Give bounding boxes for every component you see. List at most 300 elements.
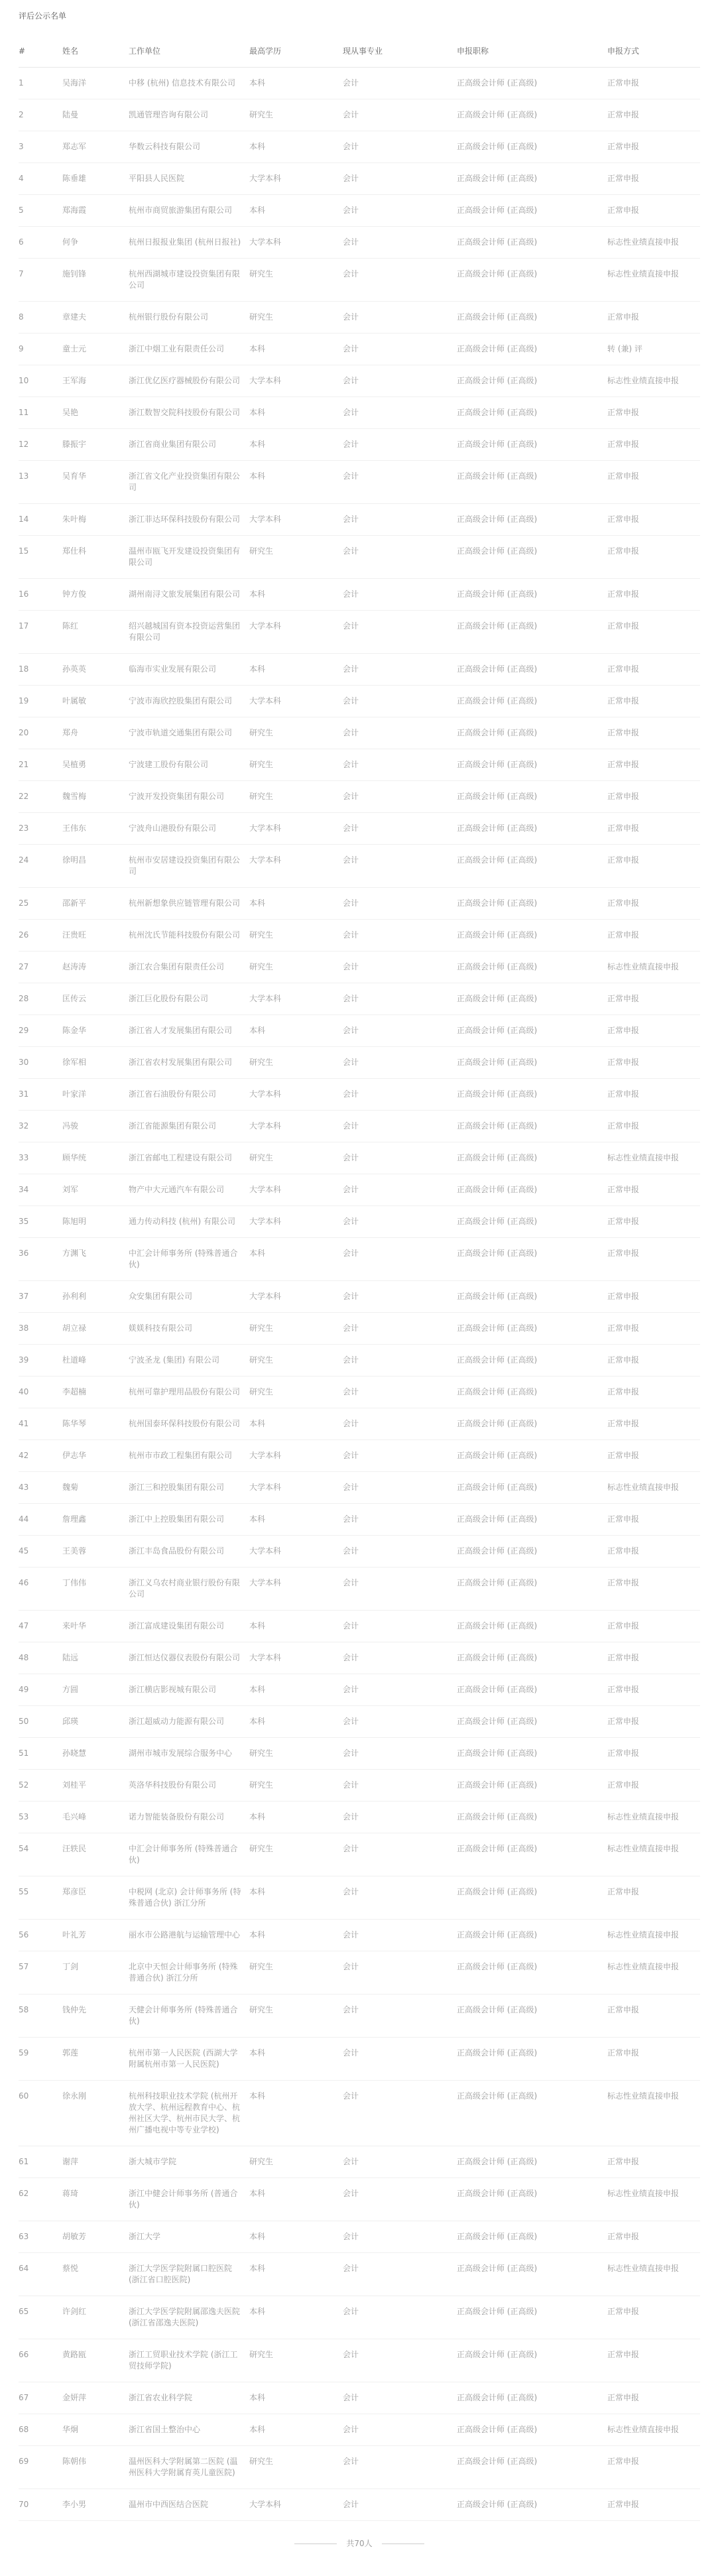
cell-unit: 中汇会计师事务所 (特殊普通合伙) [129,1833,249,1876]
cell-unit: 杭州国泰环保科技股份有限公司 [129,1408,249,1440]
table-row [19,1015,700,1047]
cell-index: 50 [19,1706,62,1738]
cell-major: 会计 [343,1536,457,1567]
cell-index: 15 [19,536,62,579]
cell-method: 正常申报 [607,1408,700,1440]
cell-major: 会计 [343,611,457,654]
cell-edu: 本科 [249,2081,343,2146]
cell-major: 会计 [343,68,457,99]
cell-name: 吴植勇 [62,749,129,781]
cell-name: 顾华统 [62,1142,129,1174]
cell-major: 会计 [343,717,457,749]
cell-index: 39 [19,1345,62,1377]
cell-title: 正高级会计师 (正高级) [457,99,607,131]
cell-edu: 大学本科 [249,504,343,536]
cell-name: 童士元 [62,334,129,365]
cell-unit: 温州市中西医结合医院 [129,2489,249,2521]
cell-title: 正高级会计师 (正高级) [457,1504,607,1536]
cell-index: 27 [19,951,62,983]
cell-major: 会计 [343,2221,457,2253]
cell-edu: 大学本科 [249,1174,343,1206]
cell-name: 郑海霞 [62,195,129,227]
table-row [19,1567,700,1611]
cell-unit: 杭州新想象供应链管理有限公司 [129,888,249,920]
cell-method: 正常申报 [607,717,700,749]
cell-name: 钟方俊 [62,579,129,611]
column-header-method: 申报方式 [607,36,700,68]
table-row [19,2146,700,2178]
cell-method: 正常申报 [607,579,700,611]
cell-index: 46 [19,1567,62,1611]
table-row [19,1111,700,1142]
cell-name: 郭莲 [62,2038,129,2081]
cell-unit: 浙江数智交院科技股份有限公司 [129,397,249,429]
cell-name: 刘军 [62,1174,129,1206]
cell-name: 陈朝伟 [62,2446,129,2489]
cell-unit: 浙江巨化股份有限公司 [129,983,249,1015]
cell-method: 正常申报 [607,2146,700,2178]
cell-title: 正高级会计师 (正高级) [457,504,607,536]
cell-index: 28 [19,983,62,1015]
cell-name: 蒋琦 [62,2178,129,2221]
cell-major: 会计 [343,429,457,461]
cell-major: 会计 [343,99,457,131]
cell-edu: 研究生 [249,2339,343,2382]
cell-index: 25 [19,888,62,920]
cell-unit: 浙江省能源集团有限公司 [129,1111,249,1142]
cell-unit: 绍兴越城国有资本投资运营集团有限公司 [129,611,249,654]
cell-title: 正高级会计师 (正高级) [457,302,607,334]
cell-name: 滕振宇 [62,429,129,461]
cell-major: 会计 [343,461,457,504]
table-row [19,1079,700,1111]
cell-edu: 研究生 [249,536,343,579]
cell-unit: 浙江大学医学院附属邵逸夫医院 (浙江省邵逸夫医院) [129,2296,249,2339]
cell-index: 48 [19,1642,62,1674]
cell-name: 詹理鑫 [62,1504,129,1536]
cell-method: 正常申报 [607,536,700,579]
cell-unit: 浙江农合集团有限责任公司 [129,951,249,983]
cell-edu: 研究生 [249,259,343,302]
cell-method: 正常申报 [607,1706,700,1738]
cell-unit: 温州市瓯飞开发建设投资集团有限公司 [129,536,249,579]
cell-name: 郑志军 [62,131,129,163]
table-row [19,131,700,163]
cell-title: 正高级会计师 (正高级) [457,1738,607,1770]
cell-edu: 大学本科 [249,365,343,397]
cell-method: 标志性业绩直接申报 [607,2414,700,2446]
cell-unit: 通力传动科技 (杭州) 有限公司 [129,1206,249,1238]
cell-index: 53 [19,1802,62,1833]
cell-index: 58 [19,1994,62,2038]
cell-edu: 大学本科 [249,1206,343,1238]
cell-name: 金妍萍 [62,2382,129,2414]
cell-index: 20 [19,717,62,749]
cell-edu: 研究生 [249,1738,343,1770]
cell-name: 叶属敏 [62,686,129,717]
table-row [19,504,700,536]
cell-index: 62 [19,2178,62,2221]
cell-name: 魏菊 [62,1472,129,1504]
cell-edu: 本科 [249,397,343,429]
cell-method: 标志性业绩直接申报 [607,951,700,983]
cell-index: 63 [19,2221,62,2253]
cell-name: 邱瑛 [62,1706,129,1738]
cell-major: 会计 [343,1611,457,1642]
cell-edu: 研究生 [249,1377,343,1408]
cell-unit: 物产中大元通汽车有限公司 [129,1174,249,1206]
cell-edu: 本科 [249,131,343,163]
cell-major: 会计 [343,397,457,429]
table-row [19,781,700,813]
cell-index: 45 [19,1536,62,1567]
cell-index: 65 [19,2296,62,2339]
cell-index: 21 [19,749,62,781]
cell-title: 正高级会计师 (正高级) [457,1313,607,1345]
table-row [19,920,700,951]
cell-edu: 研究生 [249,2146,343,2178]
cell-unit: 杭州市安居建设投资集团有限公司 [129,845,249,888]
cell-title: 正高级会计师 (正高级) [457,536,607,579]
table-row [19,2446,700,2489]
cell-title: 正高级会计师 (正高级) [457,2253,607,2296]
cell-major: 会计 [343,1833,457,1876]
cell-method: 正常申报 [607,99,700,131]
cell-major: 会计 [343,845,457,888]
cell-title: 正高级会计师 (正高级) [457,1706,607,1738]
cell-method: 正常申报 [607,302,700,334]
cell-index: 37 [19,1281,62,1313]
cell-edu: 本科 [249,2414,343,2446]
cell-method: 正常申报 [607,888,700,920]
cell-major: 会计 [343,1994,457,2038]
table-row [19,2339,700,2382]
cell-unit: 杭州西湖城市建设投资集团有限公司 [129,259,249,302]
table-row [19,1142,700,1174]
table-row [19,2382,700,2414]
cell-method: 正常申报 [607,813,700,845]
cell-unit: 浙大城市学院 [129,2146,249,2178]
cell-index: 69 [19,2446,62,2489]
table-row [19,1345,700,1377]
cell-title: 正高级会计师 (正高级) [457,845,607,888]
table-row [19,1504,700,1536]
table-row [19,2296,700,2339]
cell-unit: 浙江义乌农村商业银行股份有限公司 [129,1567,249,1611]
cell-edu: 大学本科 [249,983,343,1015]
cell-unit: 中汇会计师事务所 (特殊普通合伙) [129,1238,249,1281]
cell-name: 陈红 [62,611,129,654]
cell-method: 正常申报 [607,163,700,195]
cell-index: 55 [19,1876,62,1920]
cell-name: 来叶华 [62,1611,129,1642]
cell-major: 会计 [343,1951,457,1994]
cell-method: 标志性业绩直接申报 [607,2253,700,2296]
cell-index: 40 [19,1377,62,1408]
table-row [19,1642,700,1674]
cell-unit: 浙江省石油股份有限公司 [129,1079,249,1111]
cell-major: 会计 [343,259,457,302]
cell-unit: 浙江省人才发展集团有限公司 [129,1015,249,1047]
cell-major: 会计 [343,2339,457,2382]
table-row [19,749,700,781]
cell-major: 会计 [343,131,457,163]
cell-title: 正高级会计师 (正高级) [457,1920,607,1951]
cell-unit: 浙江超威动力能源有限公司 [129,1706,249,1738]
cell-edu: 本科 [249,1674,343,1706]
cell-major: 会计 [343,1377,457,1408]
cell-major: 会计 [343,2414,457,2446]
cell-method: 正常申报 [607,2221,700,2253]
cell-index: 22 [19,781,62,813]
cell-major: 会计 [343,1920,457,1951]
cell-method: 正常申报 [607,2489,700,2521]
cell-name: 伊志华 [62,1440,129,1472]
table-row [19,611,700,654]
cell-name: 徐军相 [62,1047,129,1079]
cell-edu: 大学本科 [249,1281,343,1313]
cell-name: 胡立禄 [62,1313,129,1345]
cell-major: 会计 [343,951,457,983]
cell-major: 会计 [343,686,457,717]
cell-index: 67 [19,2382,62,2414]
cell-index: 43 [19,1472,62,1504]
cell-unit: 浙江中烟工业有限责任公司 [129,334,249,365]
cell-index: 35 [19,1206,62,1238]
cell-edu: 本科 [249,1802,343,1833]
table-row [19,68,700,99]
table-row [19,1206,700,1238]
table-row [19,1313,700,1345]
table-row [19,1047,700,1079]
cell-unit: 宁波圣龙 (集团) 有限公司 [129,1345,249,1377]
cell-edu: 研究生 [249,1345,343,1377]
table-row [19,1377,700,1408]
cell-edu: 研究生 [249,1313,343,1345]
cell-title: 正高级会计师 (正高级) [457,1802,607,1833]
cell-major: 会计 [343,536,457,579]
table-header [19,36,700,68]
cell-method: 正常申报 [607,1238,700,1281]
cell-name: 徐明昌 [62,845,129,888]
cell-method: 转 (兼) 评 [607,334,700,365]
cell-method: 正常申报 [607,195,700,227]
cell-method: 标志性业绩直接申报 [607,2081,700,2146]
cell-index: 34 [19,1174,62,1206]
cell-title: 正高级会计师 (正高级) [457,951,607,983]
cell-method: 正常申报 [607,983,700,1015]
cell-index: 26 [19,920,62,951]
cell-name: 刘桂平 [62,1770,129,1802]
cell-major: 会计 [343,1876,457,1920]
cell-name: 蔡悦 [62,2253,129,2296]
table-row [19,1951,700,1994]
cell-major: 会计 [343,888,457,920]
cell-unit: 中移 (杭州) 信息技术有限公司 [129,68,249,99]
cell-index: 18 [19,654,62,686]
cell-major: 会计 [343,302,457,334]
cell-title: 正高级会计师 (正高级) [457,1951,607,1994]
table-row [19,654,700,686]
cell-major: 会计 [343,1567,457,1611]
cell-method: 标志性业绩直接申报 [607,1920,700,1951]
cell-name: 陈垂雄 [62,163,129,195]
cell-method: 正常申报 [607,1015,700,1047]
cell-edu: 本科 [249,334,343,365]
cell-edu: 大学本科 [249,1536,343,1567]
cell-major: 会计 [343,1206,457,1238]
cell-name: 冯骏 [62,1111,129,1142]
cell-method: 标志性业绩直接申报 [607,259,700,302]
cell-major: 会计 [343,2253,457,2296]
cell-method: 正常申报 [607,2446,700,2489]
cell-index: 9 [19,334,62,365]
cell-method: 正常申报 [607,1313,700,1345]
cell-title: 正高级会计师 (正高级) [457,334,607,365]
cell-major: 会计 [343,1738,457,1770]
cell-edu: 研究生 [249,781,343,813]
cell-method: 正常申报 [607,1770,700,1802]
cell-major: 会计 [343,1642,457,1674]
cell-title: 正高级会计师 (正高级) [457,1345,607,1377]
cell-title: 正高级会计师 (正高级) [457,1206,607,1238]
cell-edu: 大学本科 [249,1567,343,1611]
cell-unit: 杭州科技职业技术学院 (杭州开放大学、杭州远程教育中心、杭州社区大学、杭州市民大学、杭州广播电视中等专业学校) [129,2081,249,2146]
cell-major: 会计 [343,1408,457,1440]
cell-title: 正高级会计师 (正高级) [457,611,607,654]
cell-name: 吴海洋 [62,68,129,99]
cell-edu: 本科 [249,195,343,227]
table-row [19,813,700,845]
cell-name: 孙利利 [62,1281,129,1313]
cell-name: 方渊飞 [62,1238,129,1281]
cell-title: 正高级会计师 (正高级) [457,1015,607,1047]
cell-name: 华炯 [62,2414,129,2446]
cell-edu: 本科 [249,429,343,461]
cell-index: 31 [19,1079,62,1111]
cell-unit: 英洛华科技股份有限公司 [129,1770,249,1802]
cell-title: 正高级会计师 (正高级) [457,1567,607,1611]
cell-method: 正常申报 [607,429,700,461]
cell-edu: 大学本科 [249,227,343,259]
cell-name: 王伟东 [62,813,129,845]
cell-title: 正高级会计师 (正高级) [457,749,607,781]
cell-edu: 大学本科 [249,1472,343,1504]
cell-title: 正高级会计师 (正高级) [457,1674,607,1706]
cell-major: 会计 [343,1313,457,1345]
table-row [19,1770,700,1802]
cell-method: 正常申报 [607,1345,700,1377]
cell-name: 徐永刚 [62,2081,129,2146]
cell-title: 正高级会计师 (正高级) [457,2446,607,2489]
cell-method: 正常申报 [607,504,700,536]
table-row [19,429,700,461]
cell-method: 正常申报 [607,1047,700,1079]
cell-major: 会计 [343,1345,457,1377]
cell-index: 12 [19,429,62,461]
cell-unit: 浙江大学 [129,2221,249,2253]
table-row [19,2178,700,2221]
cell-edu: 研究生 [249,749,343,781]
cell-unit: 浙江省商业集团有限公司 [129,429,249,461]
cell-major: 会计 [343,579,457,611]
cell-edu: 本科 [249,1238,343,1281]
cell-major: 会计 [343,1440,457,1472]
table-row [19,536,700,579]
cell-method: 正常申报 [607,131,700,163]
cell-name: 叶礼芳 [62,1920,129,1951]
cell-title: 正高级会计师 (正高级) [457,2146,607,2178]
cell-edu: 本科 [249,1920,343,1951]
cell-method: 正常申报 [607,1174,700,1206]
cell-edu: 本科 [249,654,343,686]
cell-method: 正常申报 [607,1206,700,1238]
footer-total-text: 共70人 [346,2539,373,2548]
cell-title: 正高级会计师 (正高级) [457,2414,607,2446]
table-row [19,951,700,983]
cell-unit: 杭州市市政工程集团有限公司 [129,1440,249,1472]
cell-edu: 本科 [249,1408,343,1440]
cell-title: 正高级会计师 (正高级) [457,1281,607,1313]
cell-name: 郑彦臣 [62,1876,129,1920]
cell-title: 正高级会计师 (正高级) [457,131,607,163]
table-row [19,686,700,717]
cell-unit: 众安集团有限公司 [129,1281,249,1313]
table-row [19,2253,700,2296]
cell-title: 正高级会计师 (正高级) [457,2296,607,2339]
table-row [19,227,700,259]
cell-method: 正常申报 [607,68,700,99]
page-title: 评后公示名单 [19,11,67,21]
cell-index: 68 [19,2414,62,2446]
cell-index: 11 [19,397,62,429]
cell-edu: 本科 [249,2253,343,2296]
cell-index: 49 [19,1674,62,1706]
cell-name: 叶家洋 [62,1079,129,1111]
cell-method: 正常申报 [607,654,700,686]
cell-edu: 本科 [249,1015,343,1047]
cell-title: 正高级会计师 (正高级) [457,2038,607,2081]
cell-edu: 本科 [249,68,343,99]
cell-edu: 本科 [249,461,343,504]
cell-major: 会计 [343,1472,457,1504]
cell-edu: 本科 [249,888,343,920]
cell-index: 57 [19,1951,62,1994]
cell-unit: 宁波市海欣控股集团有限公司 [129,686,249,717]
table-body [19,68,700,2521]
cell-title: 正高级会计师 (正高级) [457,1408,607,1440]
cell-name: 汪轶民 [62,1833,129,1876]
cell-index: 14 [19,504,62,536]
cell-edu: 本科 [249,1706,343,1738]
cell-method: 正常申报 [607,2038,700,2081]
cell-unit: 杭州日报报业集团 (杭州日报社) [129,227,249,259]
table-row [19,717,700,749]
cell-unit: 北京中天恒会计师事务所 (特殊普通合伙) 浙江分所 [129,1951,249,1994]
cell-title: 正高级会计师 (正高级) [457,1833,607,1876]
cell-unit: 浙江中上控股集团有限公司 [129,1504,249,1536]
cell-index: 52 [19,1770,62,1802]
cell-name: 章建夫 [62,302,129,334]
cell-name: 陈华琴 [62,1408,129,1440]
cell-major: 会计 [343,2296,457,2339]
table-row [19,1238,700,1281]
cell-unit: 平阳县人民医院 [129,163,249,195]
cell-name: 胡敏芳 [62,2221,129,2253]
table-row [19,1802,700,1833]
cell-unit: 温州医科大学附属第二医院 (温州医科大学附属育英儿童医院) [129,2446,249,2489]
cell-index: 6 [19,227,62,259]
